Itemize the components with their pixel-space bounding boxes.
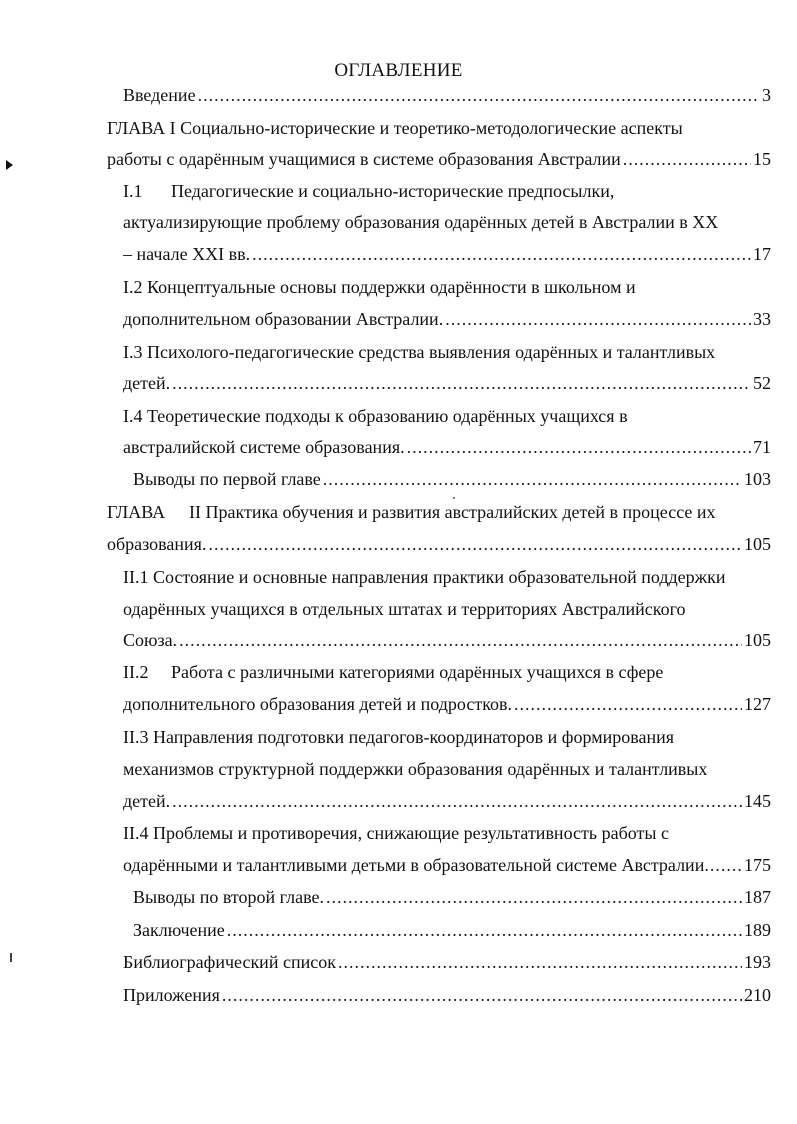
toc-section-1-4-line-1: I.4 Теоретические подходы к образованию одарённых учащихся в	[123, 406, 628, 426]
toc-page-number: 33	[753, 309, 771, 329]
toc-leader-dots	[172, 789, 742, 813]
toc-leader-dots	[704, 853, 744, 877]
toc-section-1-2	[123, 307, 771, 331]
toc-section-1-1-line-2: актуализирующие проблему образования одарённых детей в Австралии в XX	[123, 212, 719, 232]
margin-arrow-icon	[6, 160, 13, 170]
toc-section-1-1-line-1	[123, 179, 614, 203]
toc-leader-dots	[222, 983, 742, 1007]
toc-chapter-1-line-1: ГЛАВА I Социально-исторические и теоретико-методологические аспекты	[107, 118, 683, 138]
toc-entry-text: детей.	[123, 791, 171, 811]
toc-section-1-4	[123, 435, 771, 459]
toc-page-number: 187	[744, 887, 771, 907]
toc-chapter-2	[107, 532, 771, 556]
toc-entry-text: Введение	[123, 85, 196, 105]
toc-section-2-3-line-2: механизмов структурной поддержки образования одарённых и талантливых	[123, 759, 708, 779]
toc-page-number: 210	[744, 985, 771, 1005]
toc-entry-text: образования.	[107, 534, 207, 554]
toc-leader-dots	[179, 628, 742, 652]
toc-page-number: 127	[744, 694, 771, 714]
toc-section-1-1	[123, 242, 771, 266]
toc-section-number: II.2	[123, 662, 149, 682]
toc-page-number: 15	[753, 149, 771, 169]
toc-section-2-1-line-1: II.1 Состояние и основные направления практики образовательной поддержки	[123, 567, 726, 587]
toc-section-2-1-line-2: одарённых учащихся в отдельных штатах и территориях Австралийского	[123, 599, 686, 619]
toc-chapter-1	[107, 147, 771, 171]
toc-entry-text: II Практика обучения и развития австралийских детей в процессе их	[189, 502, 716, 522]
toc-title: ОГЛАВЛЕНИЕ	[334, 60, 463, 81]
toc-page-number: 71	[753, 437, 771, 457]
toc-section-1-3	[123, 371, 771, 395]
toc-entry-text: Союза.	[123, 630, 178, 650]
toc-section-2-2	[123, 692, 771, 716]
toc-entry-text: Заключение	[133, 920, 225, 940]
toc-entry-text: работы с одарённым учащимися в системе образования Австралии	[107, 149, 621, 169]
toc-chapter-word: ГЛАВА	[107, 502, 166, 522]
toc-section-1-3-line-1: I.3 Психолого-педагогические средства выявления одарённых и талантливых	[123, 342, 716, 362]
toc-leader-dots	[323, 467, 742, 491]
margin-tick-mark	[10, 953, 12, 962]
toc-page-number: 193	[744, 952, 771, 972]
toc-conclusions-2	[133, 885, 771, 909]
toc-entry-text: Библиографический список	[123, 952, 336, 972]
toc-entry-intro	[123, 83, 771, 107]
toc-section-number: I.1	[123, 181, 143, 201]
toc-entry-text: австралийской системе образования.	[123, 437, 405, 457]
toc-leader-dots	[445, 307, 751, 331]
toc-entry-text: – начале XXI вв.	[123, 244, 251, 264]
toc-section-1-2-line-1: I.2 Концептуальные основы поддержки одарённости в школьном и	[123, 277, 636, 297]
toc-appendices	[123, 983, 771, 1007]
toc-page-number: 175	[744, 855, 771, 875]
toc-entry-text: Выводы по первой главе	[133, 469, 321, 489]
toc-entry-text: дополнительном образовании Австралии.	[123, 309, 444, 329]
toc-section-2-4-line-1: II.4 Проблемы и противоречия, снижающие результативность работы с	[123, 823, 669, 843]
toc-page-number: 189	[744, 920, 771, 940]
toc-leader-dots	[338, 950, 742, 974]
toc-leader-dots	[407, 435, 751, 459]
toc-page-number: 3	[762, 85, 771, 105]
toc-entry-text: детей.	[123, 373, 171, 393]
toc-leader-dots	[172, 371, 751, 395]
toc-leader-dots	[252, 242, 751, 266]
toc-entry-text: Педагогические и социально-исторические предпосылки,	[171, 181, 615, 201]
toc-section-2-3-line-1: II.3 Направления подготовки педагогов-координаторов и формирования	[123, 727, 675, 747]
toc-page-number: 17	[753, 244, 771, 264]
toc-entry-text: Приложения	[123, 985, 220, 1005]
toc-leader-dots	[623, 147, 751, 171]
toc-leader-dots	[514, 692, 742, 716]
toc-entry-text: одарёнными и талантливыми детьми в образовательной системе Австралии	[123, 855, 705, 875]
toc-conclusion	[133, 918, 771, 942]
toc-leader-dots	[208, 532, 742, 556]
toc-page-number: 52	[753, 373, 771, 393]
toc-section-2-4	[123, 853, 771, 877]
toc-page-number: 105	[744, 630, 771, 650]
toc-leader-dots	[326, 885, 742, 909]
toc-leader-dots	[227, 918, 742, 942]
toc-bibliography	[123, 950, 771, 974]
toc-conclusions-1	[133, 467, 771, 491]
toc-section-2-3	[123, 789, 771, 813]
toc-section-2-1	[123, 628, 771, 652]
toc-entry-text: Работа с различными категориями одарённых учащихся в сфере	[171, 662, 664, 682]
scan-speck	[453, 497, 455, 499]
toc-entry-text: дополнительного образования детей и подростков.	[123, 694, 513, 714]
toc-leader-dots	[198, 83, 760, 107]
toc-chapter-2-line-1	[107, 500, 716, 524]
toc-section-2-2-line-1	[123, 660, 663, 684]
toc-page-number: 105	[744, 534, 771, 554]
toc-page-number: 145	[744, 791, 771, 811]
toc-entry-text: Выводы по второй главе.	[133, 887, 324, 907]
toc-page-number: 103	[744, 469, 771, 489]
